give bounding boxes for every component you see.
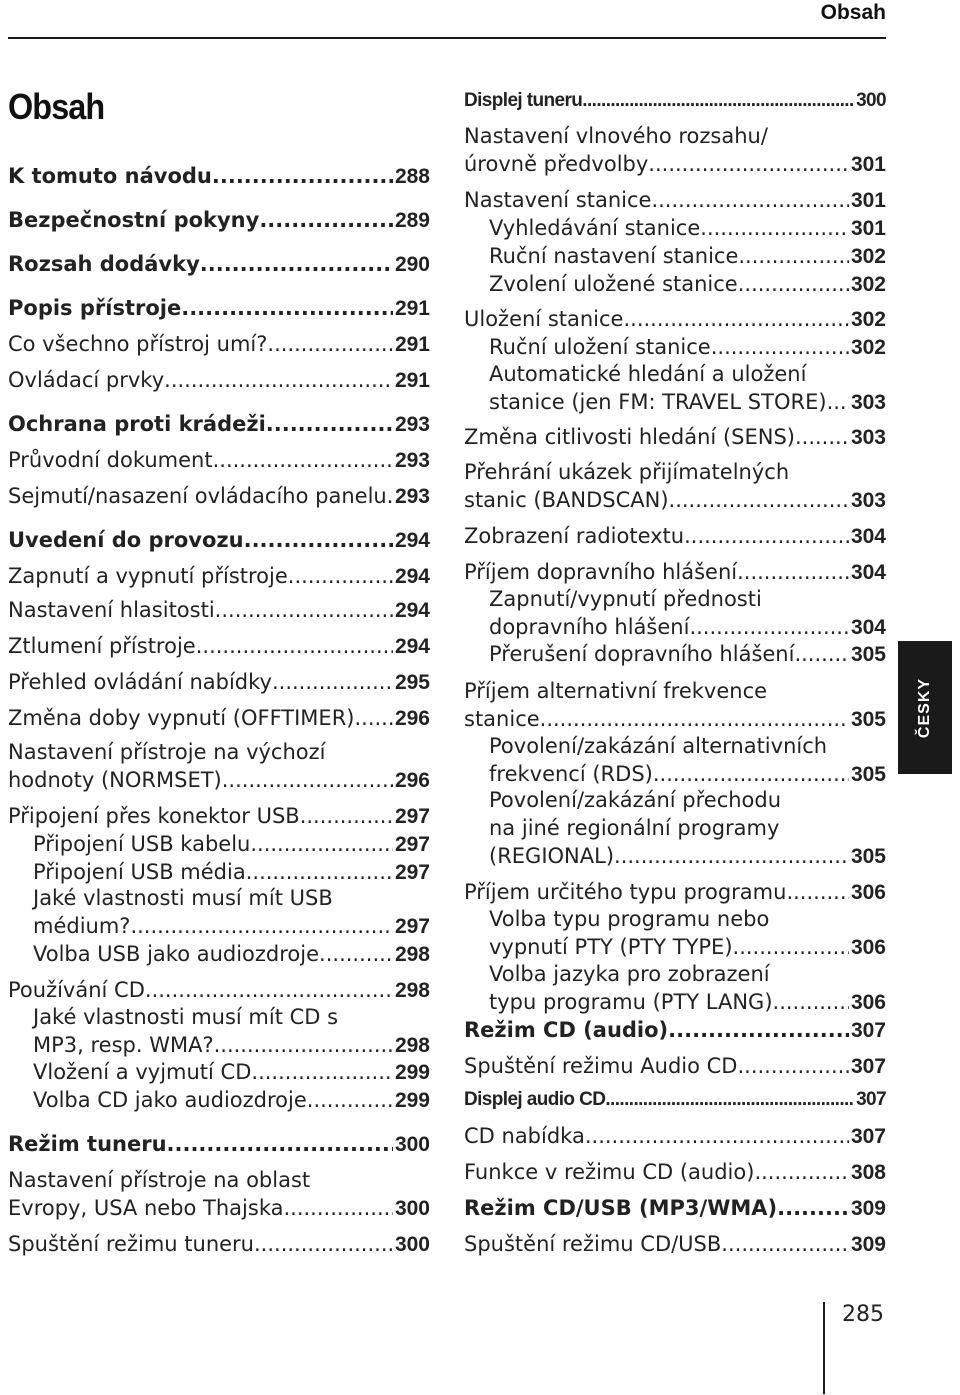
- toc-entry-title-line: Nastavení přístroje na oblast: [8, 1168, 311, 1192]
- toc-page-number: 288: [394, 165, 430, 188]
- toc-entry-title: stanice (jen FM: TRAVEL STORE): [489, 390, 827, 414]
- toc-entry-title: médium?: [33, 914, 131, 938]
- toc-entry-title: hodnoty (NORMSET): [8, 768, 222, 792]
- toc-entry[interactable]: [464, 585, 886, 642]
- toc-entry[interactable]: [8, 830, 430, 859]
- toc-page-number: 305: [850, 708, 886, 731]
- toc-entry-title: Ochrana proti krádeži: [8, 412, 266, 436]
- toc-page-number: 293: [394, 449, 430, 472]
- toc-entry[interactable]: [8, 562, 430, 591]
- toc-entry[interactable]: [8, 294, 430, 323]
- toc-page-number: 295: [394, 671, 430, 694]
- toc-entry-title: Spuštění režimu CD/USB: [464, 1232, 722, 1256]
- toc-entry[interactable]: [8, 1058, 430, 1087]
- toc-entry[interactable]: [8, 206, 430, 235]
- toc-entry[interactable]: [464, 878, 886, 907]
- toc-entry-title: Zobrazení radiotextu: [464, 524, 685, 548]
- toc-page-number: 309: [850, 1233, 886, 1256]
- toc-entry-title: Přerušení dopravního hlášení: [489, 642, 795, 666]
- toc-leader-dots: [754, 1158, 849, 1186]
- toc-page-number: 302: [850, 308, 886, 331]
- toc-page-number: 294: [394, 565, 430, 588]
- toc-leader-dots: [213, 446, 393, 474]
- toc-entry-title-line: Volba typu programu nebo: [489, 907, 770, 931]
- toc-entry[interactable]: [464, 905, 886, 962]
- toc-entry[interactable]: [8, 1230, 430, 1259]
- toc-entry[interactable]: [8, 596, 430, 625]
- toc-entry[interactable]: [464, 87, 886, 115]
- toc-entry[interactable]: [464, 1230, 886, 1259]
- toc-leader-dots: [167, 1130, 393, 1158]
- toc-entry[interactable]: [464, 186, 886, 215]
- toc-leader-dots: [773, 988, 849, 1016]
- toc-leader-dots: [244, 526, 393, 554]
- toc-entry-title: MP3, resp. WMA?: [33, 1033, 214, 1057]
- toc-entry-title: Rozsah dodávky: [8, 252, 200, 276]
- toc-entry-title: stanic (BANDSCAN): [464, 488, 669, 512]
- toc-leader-dots: [786, 878, 849, 906]
- toc-entry-title-line: Povolení/zakázání přechodu na jiné regionální programy: [489, 788, 782, 840]
- toc-page-number: 305: [850, 643, 886, 666]
- toc-leader-dots: [130, 912, 393, 940]
- toc-leader-dots: [684, 522, 849, 550]
- toc-entry[interactable]: [464, 732, 886, 789]
- toc-entry-title-line: Přehrání ukázek přijímatelných: [464, 460, 790, 484]
- toc-leader-dots: [267, 330, 393, 358]
- toc-entry[interactable]: [464, 1052, 886, 1081]
- toc-leader-dots: [540, 705, 849, 733]
- toc-page-number: 301: [850, 153, 886, 176]
- toc-page-number: 301: [850, 217, 886, 240]
- toc-page-number: 297: [394, 805, 430, 828]
- toc-leader-dots: [721, 1230, 849, 1258]
- toc-leader-dots: [585, 1122, 849, 1150]
- toc-entry[interactable]: [8, 526, 430, 555]
- toc-entry-title: Uvedení do provozu: [8, 528, 244, 552]
- toc-page-number: 297: [394, 833, 430, 856]
- toc-entry[interactable]: [8, 446, 430, 475]
- toc-entry-title: Displej tuneru: [464, 90, 583, 111]
- toc-entry[interactable]: [8, 704, 430, 733]
- toc-entry-title: Nastavení stanice: [464, 188, 652, 212]
- toc-entry-title: Vložení a vyjmutí CD: [33, 1060, 252, 1084]
- toc-leader-dots: [215, 596, 393, 624]
- toc-page-number: 307: [850, 1019, 886, 1042]
- toc-entry[interactable]: [464, 1016, 886, 1045]
- toc-leader-dots: [668, 1016, 849, 1044]
- toc-entry[interactable]: [8, 366, 430, 395]
- toc-page-number: 299: [394, 1089, 430, 1112]
- toc-page-number: 291: [394, 333, 430, 356]
- toc-entry[interactable]: [464, 1086, 886, 1114]
- toc-entry-title: Průvodní dokument: [8, 448, 213, 472]
- toc-entry-title: Ztlumení přístroje: [8, 634, 196, 658]
- toc-page-number: 298: [394, 1034, 430, 1057]
- toc-leader-dots: [623, 305, 848, 333]
- toc-leader-dots: [196, 632, 393, 660]
- running-header-title: Obsah: [820, 1, 886, 24]
- toc-entry-title-line: Povolení/zakázání alternativních: [489, 734, 828, 758]
- toc-entry-title: (REGIONAL): [489, 844, 615, 868]
- toc-entry-title: Evropy, USA nebo Thajska: [8, 1196, 284, 1220]
- toc-entry[interactable]: [464, 458, 886, 515]
- toc-page-number: 297: [394, 861, 430, 884]
- toc-page-number: 302: [850, 245, 886, 268]
- toc-entry-title-line: Nastavení přístroje na výchozí: [8, 740, 326, 764]
- toc-entry[interactable]: [464, 640, 886, 669]
- toc-leader-dots: [212, 162, 393, 190]
- toc-leader-dots: [700, 214, 849, 242]
- toc-leader-dots: [254, 1230, 393, 1258]
- toc-entry-title: Zapnutí a vypnutí přístroje: [8, 564, 288, 588]
- toc-page-number: 308: [850, 1161, 886, 1184]
- toc-page-number: 306: [850, 881, 886, 904]
- toc-leader-dots: [250, 830, 393, 858]
- toc-page-number: 306: [850, 991, 886, 1014]
- toc-leader-dots: [669, 486, 849, 514]
- toc-page-number: 299: [394, 1061, 430, 1084]
- toc-leader-dots: [283, 1194, 392, 1222]
- toc-entry[interactable]: [464, 1158, 886, 1187]
- toc-leader-dots: [711, 333, 849, 361]
- toc-entry[interactable]: [8, 1130, 430, 1159]
- toc-leader-dots: [246, 858, 393, 886]
- toc-leader-dots: [300, 802, 393, 830]
- toc-page-number: 307: [850, 1125, 886, 1148]
- toc-entry[interactable]: [464, 558, 886, 587]
- toc-leader-dots: [259, 206, 393, 234]
- toc-entry-title: Volba USB jako audiozdroje: [33, 942, 320, 966]
- language-side-tab: [898, 641, 952, 774]
- toc-entry[interactable]: [464, 1122, 886, 1151]
- toc-leader-dots: [145, 976, 393, 1004]
- toc-entry[interactable]: [464, 360, 886, 417]
- toc-entry-title: Režim CD (audio): [464, 1018, 669, 1042]
- toc-leader-dots: [653, 760, 849, 788]
- toc-entry-title-line: Volba jazyka pro zobrazení: [489, 962, 770, 986]
- toc-leader-dots: [354, 704, 392, 732]
- toc-page-number: 305: [850, 763, 886, 786]
- toc-entry[interactable]: [8, 1003, 430, 1060]
- toc-leader-dots: [737, 558, 849, 586]
- toc-leader-dots: [181, 294, 393, 322]
- toc-entry-title: stanice: [464, 707, 540, 731]
- toc-entry[interactable]: [8, 410, 430, 439]
- toc-page-number: 303: [850, 391, 886, 414]
- toc-leader-dots: [214, 1031, 393, 1059]
- toc-entry[interactable]: [464, 960, 886, 1017]
- toc-page-number: 305: [850, 845, 886, 868]
- toc-entry-title: Změna doby vypnutí (OFFTIMER): [8, 706, 355, 730]
- toc-entry[interactable]: [8, 668, 430, 697]
- toc-entry-title: úrovně předvolby: [464, 152, 649, 176]
- toc-entry-title: Nastavení hlasitosti: [8, 598, 215, 622]
- toc-leader-dots: [251, 1058, 393, 1086]
- toc-entry-title: K tomuto návodu: [8, 164, 212, 188]
- toc-leader-dots: [777, 1194, 849, 1222]
- toc-entry-title: Displej audio CD: [464, 1089, 606, 1110]
- toc-leader-dots: [200, 250, 393, 278]
- toc-page-number: 303: [850, 489, 886, 512]
- toc-entry[interactable]: [8, 738, 430, 795]
- toc-entry-title: Co všechno přístroj umí?: [8, 332, 268, 356]
- toc-leader-dots: [651, 186, 849, 214]
- toc-entry[interactable]: [8, 858, 430, 887]
- toc-entry-title: dopravního hlášení: [489, 615, 690, 639]
- toc-page-number: 304: [850, 561, 886, 584]
- toc-leader-dots: [733, 933, 849, 961]
- toc-page-number: 291: [394, 369, 430, 392]
- toc-page-number: 293: [394, 485, 430, 508]
- toc-entry-title: Příjem dopravního hlášení: [464, 560, 738, 584]
- toc-entry-title: Připojení USB média: [33, 860, 246, 884]
- toc-entry-title: Příjem určitého typu programu: [464, 880, 787, 904]
- toc-entry-title: Sejmutí/nasazení ovládacího panelu: [8, 484, 387, 508]
- toc-page-number: 296: [394, 769, 430, 792]
- toc-entry-title: Změna citlivosti hledání (SENS): [464, 425, 795, 449]
- toc-entry-title: Používání CD: [8, 978, 145, 1002]
- toc-page-number: 300: [394, 1197, 430, 1220]
- toc-page-number: 306: [850, 936, 886, 959]
- toc-entry-title-line: Jaké vlastnosti musí mít CD s: [33, 1005, 339, 1029]
- page-title: Obsah: [8, 86, 105, 127]
- toc-page-number: 291: [394, 297, 430, 320]
- toc-leader-dots: [648, 150, 849, 178]
- toc-page-number: 294: [394, 599, 430, 622]
- toc-entry-title-line: Příjem alternativní frekvence: [464, 679, 768, 703]
- toc-entry[interactable]: [464, 214, 886, 243]
- toc-entry[interactable]: [8, 330, 430, 359]
- footer-rule: [823, 1302, 825, 1394]
- toc-page-number: 289: [394, 209, 430, 232]
- toc-entry-title: Zvolení uložené stanice: [489, 272, 738, 296]
- toc-entry[interactable]: [464, 786, 886, 871]
- toc-page-number: 300: [856, 90, 886, 111]
- toc-page-number: 307: [850, 1055, 886, 1078]
- toc-entry-title: Popis přístroje: [8, 296, 182, 320]
- toc-entry-title-line: Nastavení vlnového rozsahu/: [464, 124, 768, 148]
- toc-entry-title: Vyhledávání stanice: [489, 216, 701, 240]
- toc-leader-dots: [738, 242, 849, 270]
- toc-entry-title: Bezpečnostní pokyny: [8, 208, 260, 232]
- toc-page-number: 298: [394, 943, 430, 966]
- toc-leader-dots: [319, 940, 393, 968]
- toc-entry-title: Ovládací prvky: [8, 368, 165, 392]
- toc-entry[interactable]: [8, 884, 430, 941]
- toc-entry-title: Uložení stanice: [464, 307, 624, 331]
- toc-entry-title: CD nabídka: [464, 1124, 585, 1148]
- toc-page-number: 296: [394, 707, 430, 730]
- toc-entry-title: Funkce v režimu CD (audio): [464, 1160, 755, 1184]
- toc-page-number: 309: [850, 1197, 886, 1220]
- toc-page-number: 298: [394, 979, 430, 1002]
- toc-entry[interactable]: [464, 242, 886, 271]
- page-number: 285: [842, 1302, 884, 1327]
- toc-leader-dots: [272, 668, 393, 696]
- toc-entry[interactable]: [8, 1086, 430, 1115]
- toc-entry-title: Připojení USB kabelu: [33, 832, 251, 856]
- toc-entry[interactable]: [464, 270, 886, 299]
- toc-entry[interactable]: [464, 423, 886, 452]
- toc-leader-dots: [222, 766, 393, 794]
- toc-page-number: 302: [850, 273, 886, 296]
- header-rule: [8, 37, 886, 39]
- toc-entry[interactable]: [8, 162, 430, 191]
- toc-entry[interactable]: [8, 250, 430, 279]
- toc-page-number: 303: [850, 426, 886, 449]
- toc-entry-title: frekvencí (RDS): [489, 762, 653, 786]
- toc-entry-title: Ruční nastavení stanice: [489, 244, 739, 268]
- toc-page-number: 307: [856, 1089, 886, 1110]
- toc-entry-title: Přehled ovládání nabídky: [8, 670, 272, 694]
- toc-entry-title-line: Automatické hledání a uložení: [489, 362, 807, 386]
- toc-entry[interactable]: [8, 802, 430, 831]
- toc-entry-title: Režim tuneru: [8, 1132, 167, 1156]
- toc-entry-title-line: Zapnutí/vypnutí přednosti: [489, 587, 762, 611]
- toc-entry[interactable]: [8, 482, 430, 511]
- toc-leader-dots: [307, 1086, 393, 1114]
- toc-leader-dots: [266, 410, 393, 438]
- toc-entry[interactable]: [464, 677, 886, 734]
- toc-leader-dots: [795, 423, 849, 451]
- toc-entry-title: typu programu (PTY LANG): [489, 990, 773, 1014]
- toc-page-number: 294: [394, 529, 430, 552]
- toc-leader-dots: [737, 1052, 848, 1080]
- toc-entry-title: vypnutí PTY (PTY TYPE): [489, 935, 733, 959]
- toc-page-number: 297: [394, 915, 430, 938]
- toc-leader-dots: [794, 640, 849, 668]
- toc-page-number: 301: [850, 189, 886, 212]
- toc-entry-title: Volba CD jako audiozdroje: [33, 1088, 307, 1112]
- toc-entry-title: Režim CD/USB (MP3/WMA): [464, 1196, 778, 1220]
- toc-page-number: 290: [394, 253, 430, 276]
- toc-leader-dots: [827, 388, 849, 416]
- toc-page-number: 294: [394, 635, 430, 658]
- toc-entry-title: Spuštění režimu tuneru: [8, 1232, 254, 1256]
- toc-entry[interactable]: [8, 632, 430, 661]
- toc-leader-dots: [689, 613, 849, 641]
- toc-leader-dots: [582, 87, 854, 115]
- toc-leader-dots: [288, 562, 393, 590]
- toc-entry[interactable]: [464, 1194, 886, 1223]
- toc-entry[interactable]: [8, 1166, 430, 1223]
- toc-entry-title: Připojení přes konektor USB: [8, 804, 300, 828]
- toc-leader-dots: [605, 1086, 854, 1114]
- toc-entry[interactable]: [464, 122, 886, 179]
- language-tab-label: ČESKY: [916, 677, 933, 738]
- toc-entry-title: Spuštění režimu Audio CD: [464, 1054, 738, 1078]
- toc-page-number: 293: [394, 413, 430, 436]
- toc-leader-dots: [164, 366, 393, 394]
- toc-page-number: 302: [850, 336, 886, 359]
- toc-page-number: 300: [394, 1133, 430, 1156]
- toc-page-number: 304: [850, 616, 886, 639]
- toc-page-number: 300: [394, 1233, 430, 1256]
- toc-leader-dots: [738, 270, 849, 298]
- toc-entry[interactable]: [8, 976, 430, 1005]
- toc-entry-title: Ruční uložení stanice: [489, 335, 711, 359]
- toc-entry[interactable]: [464, 305, 886, 334]
- toc-entry[interactable]: [464, 333, 886, 362]
- toc-entry-title-line: Jaké vlastnosti musí mít USB: [33, 886, 333, 910]
- toc-leader-dots: [614, 842, 849, 870]
- toc-entry[interactable]: [8, 940, 430, 969]
- toc-page-number: 304: [850, 525, 886, 548]
- toc-entry[interactable]: [464, 522, 886, 551]
